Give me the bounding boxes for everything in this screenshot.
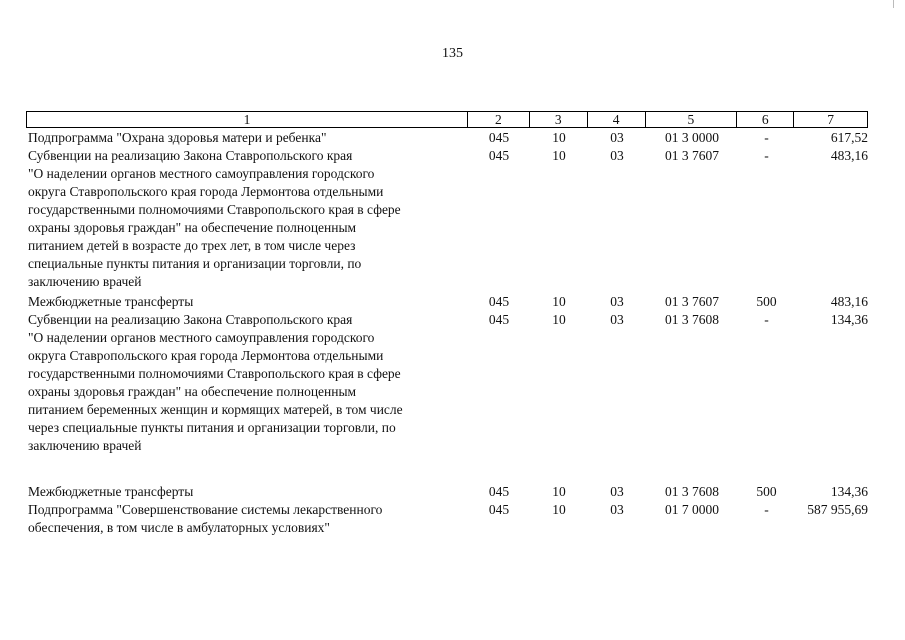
cell-column-4: 03 <box>610 484 624 499</box>
description-line: обеспечения, в том числе в амбулаторных условиях" <box>28 520 330 535</box>
cell-column-5: 01 3 7608 <box>665 484 719 499</box>
cell-column-3: 10 <box>552 294 566 309</box>
cell-column-4: 03 <box>610 312 624 327</box>
column-header-4: 4 <box>588 112 646 127</box>
cell-column-6: - <box>764 502 769 517</box>
cell-column-6: - <box>764 312 769 327</box>
cell-column-3: 10 <box>552 312 566 327</box>
cell-column-2: 045 <box>488 484 510 499</box>
description-line: охраны здоровья граждан" на обеспечение полноценным <box>28 220 357 235</box>
column-header-1: 1 <box>27 112 468 127</box>
cell-column-5: 01 3 0000 <box>665 130 719 145</box>
description-line: питанием беременных женщин и кормящих матерей, в том числе <box>28 402 403 417</box>
cell-column-4: 03 <box>610 294 624 309</box>
cell-column-4: 03 <box>610 502 624 517</box>
cell-column-5: 01 3 7608 <box>665 312 719 327</box>
table-header <box>26 111 868 128</box>
column-header-3: 3 <box>530 112 588 127</box>
cell-column-2: 045 <box>488 312 510 327</box>
description-line: государственными полномочиями Ставропольского края в сфере <box>28 366 401 381</box>
description-line: специальные пункты питания и организации торговли, по <box>28 256 362 271</box>
description-line: Подпрограмма "Охрана здоровья матери и ребенка" <box>28 130 327 145</box>
description-line: Субвенции на реализацию Закона Ставропольского края <box>28 312 353 327</box>
cell-column-7: 134,36 <box>830 312 868 327</box>
cell-column-6: - <box>764 148 769 163</box>
cell-column-2: 045 <box>488 130 510 145</box>
description-line: округа Ставропольского края города Лермонтова отдельными <box>28 348 384 363</box>
description-line: "О наделении органов местного самоуправления городского <box>28 166 375 181</box>
cell-column-2: 045 <box>488 148 510 163</box>
cell-column-7: 587 955,69 <box>807 502 868 517</box>
description-line: Субвенции на реализацию Закона Ставропольского края <box>28 148 353 163</box>
cell-column-5: 01 3 7607 <box>665 294 719 309</box>
description-line: заключению врачей <box>28 274 142 289</box>
cell-column-3: 10 <box>552 502 566 517</box>
row-description <box>28 147 464 291</box>
description-line: "О наделении органов местного самоуправления городского <box>28 330 375 345</box>
cell-column-7: 134,36 <box>830 484 868 499</box>
row-description <box>28 483 464 501</box>
description-line: питанием детей в возрасте до трех лет, в том числе через <box>28 238 356 253</box>
column-header-6: 6 <box>737 112 794 127</box>
row-description <box>28 129 464 147</box>
cell-column-6: - <box>764 130 769 145</box>
description-line: Подпрограмма "Совершенствование системы лекарственного <box>28 502 383 517</box>
page-number: 135 <box>442 46 463 61</box>
cell-column-4: 03 <box>610 130 624 145</box>
cell-column-2: 045 <box>488 502 510 517</box>
cell-column-3: 10 <box>552 148 566 163</box>
row-description <box>28 293 464 311</box>
description-line: заключению врачей <box>28 438 142 453</box>
cell-column-7: 483,16 <box>830 148 868 163</box>
cell-column-7: 483,16 <box>830 294 868 309</box>
cell-column-6: 500 <box>756 294 777 309</box>
cell-column-5: 01 7 0000 <box>665 502 719 517</box>
cell-column-5: 01 3 7607 <box>665 148 719 163</box>
description-line: охраны здоровья граждан" на обеспечение полноценным <box>28 384 357 399</box>
cell-column-7: 617,52 <box>830 130 868 145</box>
budget-table <box>26 111 868 535</box>
scan-corner-mark <box>893 0 894 8</box>
description-line: через специальные пункты питания и организации торговли, по <box>28 420 396 435</box>
description-line: Межбюджетные трансферты <box>28 294 194 309</box>
description-line: государственными полномочиями Ставропольского края в сфере <box>28 202 401 217</box>
cell-column-3: 10 <box>552 484 566 499</box>
column-header-5: 5 <box>646 112 738 127</box>
cell-column-2: 045 <box>488 294 510 309</box>
cell-column-3: 10 <box>552 130 566 145</box>
column-header-7: 7 <box>827 112 834 127</box>
description-line: округа Ставропольского края города Лермонтова отдельными <box>28 184 384 199</box>
cell-column-4: 03 <box>610 148 624 163</box>
description-line: Межбюджетные трансферты <box>28 484 194 499</box>
row-description <box>28 501 464 537</box>
column-header-2: 2 <box>468 112 530 127</box>
row-description <box>28 311 464 455</box>
cell-column-6: 500 <box>756 484 777 499</box>
